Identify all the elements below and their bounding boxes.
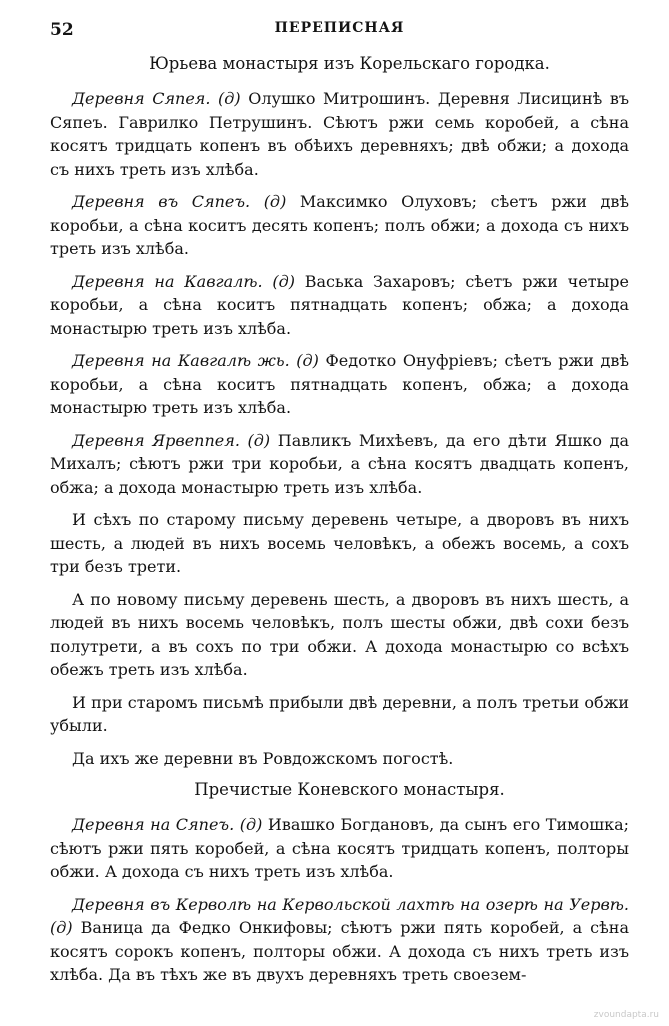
entry-text: И при старомъ письмѣ прибыли двѣ деревни, а полъ третьи обжи убыли. xyxy=(50,692,629,735)
entry-text: Ивашко Богдановъ, да сынъ его Тимошка; сѣютъ ржи пять коробей, а сѣна косятъ тридцать копенъ, полторы обжи. А дохода съ нихъ треть изъ хлѣба. xyxy=(50,815,630,881)
entry-text: Павликъ Михѣевъ, да его дѣти Яшко да Михалъ; сѣютъ ржи три коробьи, а сѣна косятъ двадцать копенъ, обжа; а дохода монастырю треть изъ хлѣба. xyxy=(50,430,629,497)
entry-paragraph xyxy=(50,429,629,500)
page-number: 52 xyxy=(50,20,74,40)
entry-text: Да ихъ же деревни въ Ровдожскомъ погостѣ. xyxy=(72,748,454,768)
entry-text: Федотко Онуфріевъ; сѣетъ ржи двѣ коробьи, а сѣна коситъ пятнадцать копенъ, обжа; а дохода монастырю треть изъ хлѣба. xyxy=(50,351,630,417)
entry-text: Олушко Митрошинъ. Деревня Лисицинѣ въ Сяпеъ. Гаврилко Петрушинъ. Сѣютъ ржи семь коробей, а сѣна косятъ тридцать копенъ въ обѣихъ деревняхъ; двѣ обжи; а дохода съ нихъ треть изъ хлѣба. xyxy=(50,89,630,179)
village-name: Деревня на Кавгалѣ жь. (д) xyxy=(72,351,319,370)
section-heading-yuryev: Юрьева монастыря изъ Корельскаго городка. xyxy=(149,54,550,73)
page-header xyxy=(50,20,629,50)
village-name: Деревня въ Сяпеъ. (д) xyxy=(72,192,287,211)
entry-text: И сѣхъ по старому письму деревень четыре, а дворовъ въ нихъ шесть, а людей въ нихъ восемь человѣкъ, а обежъ восемь, а сохъ три безъ трети. xyxy=(50,510,629,576)
entry-paragraph xyxy=(50,190,629,261)
watermark: zvoundapta.ru xyxy=(593,1010,659,1020)
summary-paragraph xyxy=(50,747,629,771)
entry-paragraph xyxy=(50,270,629,341)
entry-text: А по новому письму деревень шесть, а дворовъ въ нихъ шесть, а людей въ нихъ восемь человѣкъ, полъ шесты обжи, двѣ сохи безъ полутрети, а въ сохъ по три обжи. А дохода монастырю со всѣхъ обежъ треть изъ хлѣба. xyxy=(50,589,629,679)
section-heading-konevsky: Пречистые Коневского монастыря. xyxy=(194,780,505,799)
summary-paragraph xyxy=(50,508,629,579)
entry-text: Максимко Олуховъ; сѣетъ ржи двѣ коробьи, а сѣна коситъ десять копенъ; полъ обжи; а дохода съ нихъ треть изъ хлѣба. xyxy=(50,192,629,258)
village-name: Деревня Сяпея. (д) xyxy=(72,89,241,108)
entry-text: Ваница да Федко Онкифовы; сѣютъ ржи пять коробей, а сѣна косятъ сорокъ копенъ, полторы обжи. А дохода съ нихъ треть изъ хлѣба. Да въ тѣхъ же въ двухъ деревняхъ треть своезем- xyxy=(50,918,629,984)
entry-paragraph xyxy=(50,87,629,181)
village-name: Деревня на Кавгалѣ. (д) xyxy=(72,271,295,291)
entry-paragraph xyxy=(50,349,629,420)
running-title: ПЕРЕПИСНАЯ xyxy=(274,20,405,36)
village-name: Деревня въ Керволѣ на Кервольской лахтѣ на озерѣ на Уервѣ. (д) xyxy=(50,894,629,937)
summary-paragraph xyxy=(50,691,629,738)
summary-paragraph xyxy=(50,588,629,682)
village-name: Деревня на Сяпеъ. (д) xyxy=(72,815,263,834)
entry-text: Васька Захаровъ; сѣетъ ржи четыре коробьи, а сѣна коситъ пятнадцать копенъ; обжа; а дохода монастырю треть изъ хлѣба. xyxy=(50,271,629,338)
entry-paragraph xyxy=(50,813,629,884)
village-name: Деревня Ярвеппея. (д) xyxy=(72,430,271,450)
entry-paragraph xyxy=(50,893,629,987)
